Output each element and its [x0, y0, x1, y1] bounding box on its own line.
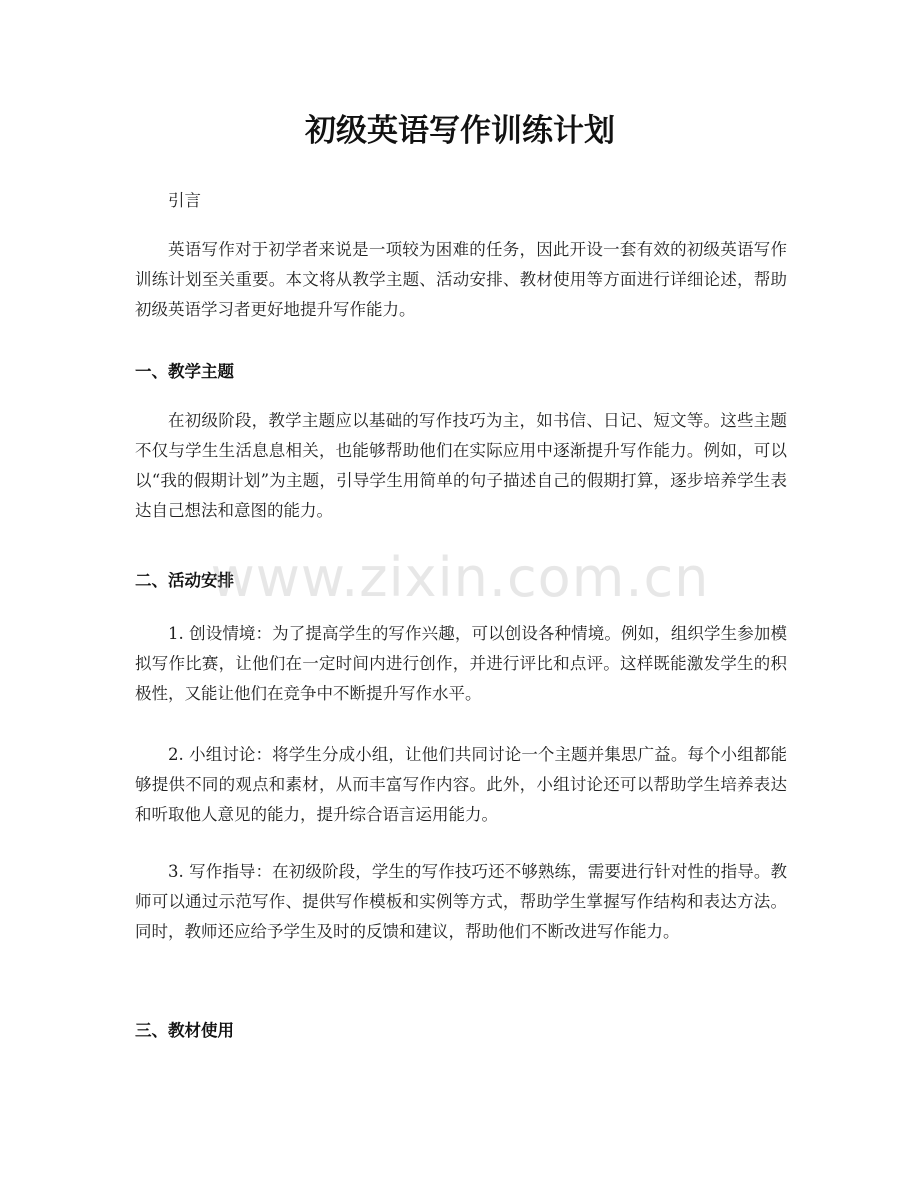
section-paragraph-activity-2: 2. 小组讨论：将学生分成小组，让他们共同讨论一个主题并集思广益。每个小组都能够提供不同的观点和素材，从而丰富写作内容。此外，小组讨论还可以帮助学生培养表达和听取他人意见的能力，提升综合语言运用能力。	[135, 745, 787, 824]
section-heading-materials: 三、教材使用	[135, 1021, 234, 1040]
section-paragraph-activity-3: 3. 写作指导：在初级阶段，学生的写作技巧还不够熟练，需要进行针对性的指导。教师可以通过示范写作、提供写作模板和实例等方式，帮助学生掌握写作结构和表达方法。同时，教师还应给予学生及时的反馈和建议，帮助他们不断改进写作能力。	[135, 862, 787, 941]
section-heading-teaching-theme: 一、教学主题	[135, 362, 234, 381]
watermark-text: www.zixin.com.cn	[210, 546, 710, 609]
intro-paragraph: 英语写作对于初学者来说是一项较为困难的任务，因此开设一套有效的初级英语写作训练计划至关重要。本文将从教学主题、活动安排、教材使用等方面进行详细论述，帮助初级英语学习者更好地提升写作能力。	[135, 240, 787, 319]
intro-label: 引言	[168, 191, 201, 210]
document-title: 初级英语写作训练计划	[305, 113, 615, 149]
section-paragraph-activity-1: 1. 创设情境：为了提高学生的写作兴趣，可以创设各种情境。例如，组织学生参加模拟写作比赛，让他们在一定时间内进行创作，并进行评比和点评。这样既能激发学生的积极性，又能让他们在竞争中不断提升写作水平。	[135, 624, 787, 703]
section-heading-activities: 二、活动安排	[135, 571, 234, 590]
section-paragraph-teaching-theme: 在初级阶段，教学主题应以基础的写作技巧为主，如书信、日记、短文等。这些主题不仅与学生生活息息相关，也能够帮助他们在实际应用中逐渐提升写作能力。例如，可以以“我的假期计划”为主题，引导学生用简单的句子描述自己的假期打算，逐步培养学生表达自己想法和意图的能力。	[135, 411, 787, 520]
